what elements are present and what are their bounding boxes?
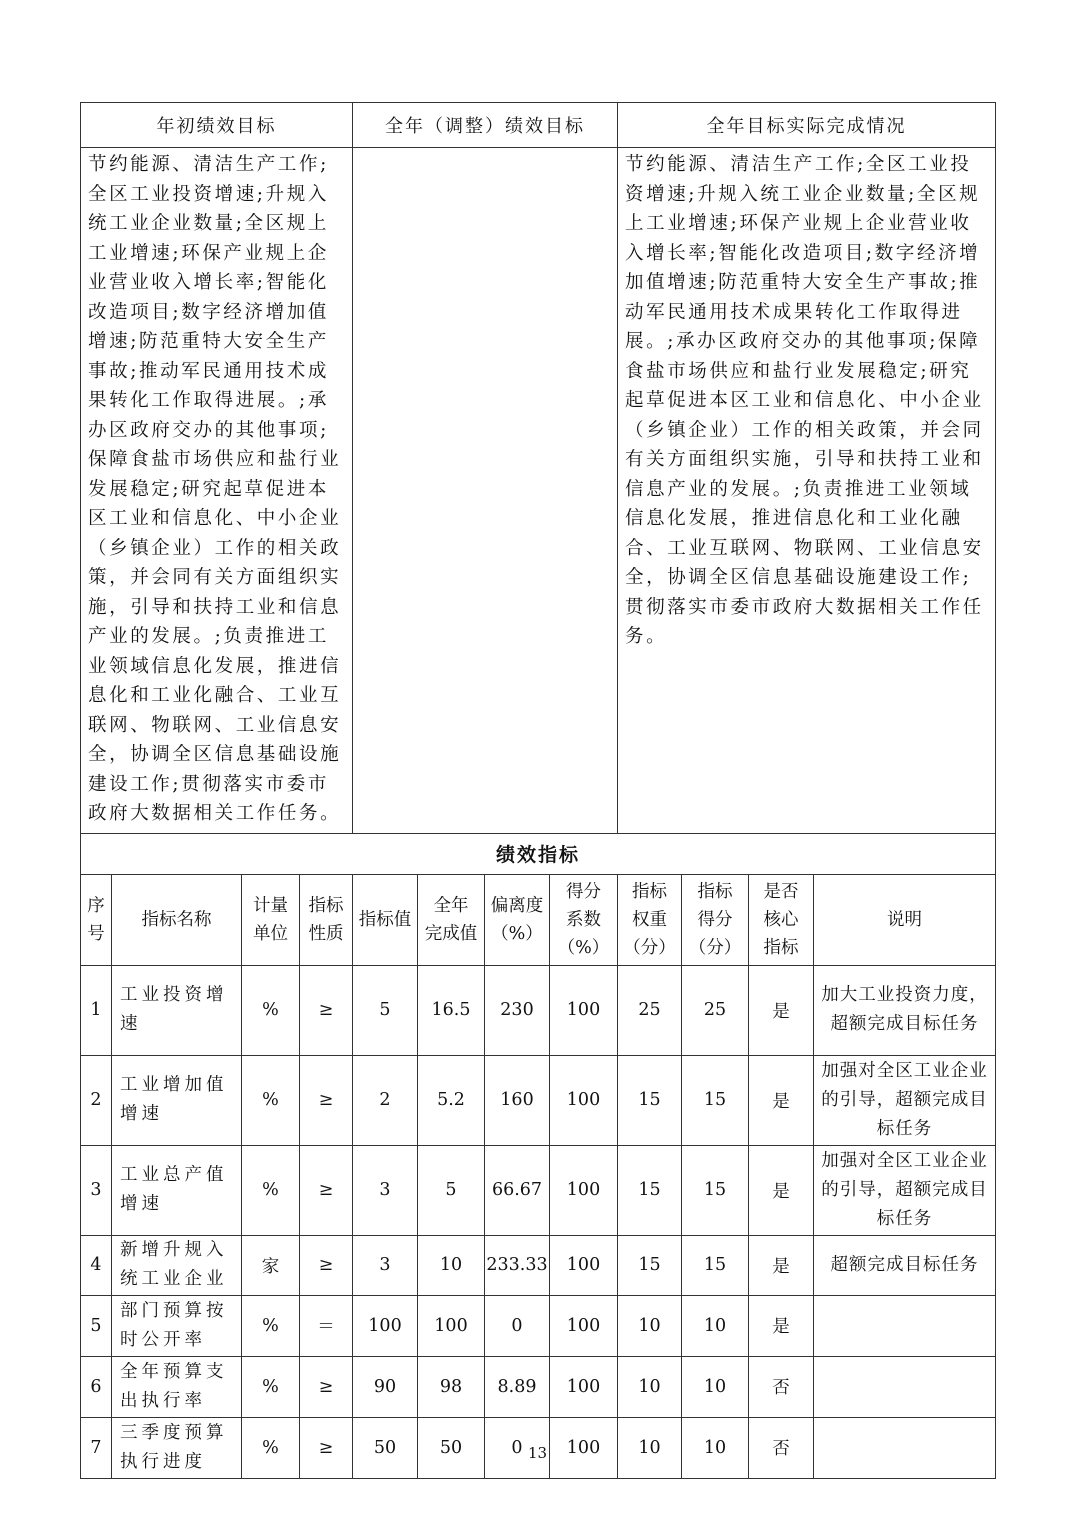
row-name: 工业投资增速 — [112, 965, 242, 1055]
row-actual: 50 — [418, 1417, 485, 1478]
row-core: 是 — [749, 1145, 814, 1235]
col-note: 说明 — [814, 874, 996, 965]
actual-completion-cell — [618, 148, 996, 834]
col-weight: 指标 权重 （分） — [618, 874, 682, 965]
adjusted-goal-text — [353, 148, 617, 154]
table-row — [81, 1295, 996, 1356]
row-seq: 5 — [81, 1295, 112, 1356]
row-unit: % — [242, 1295, 300, 1356]
perf-title-row — [81, 833, 996, 874]
row-score: 10 — [682, 1356, 749, 1417]
col-name: 指标名称 — [112, 874, 242, 965]
row-coefficient: 100 — [550, 1417, 618, 1478]
table-row — [81, 965, 996, 1055]
column-header-row — [81, 874, 996, 965]
row-core: 是 — [749, 1055, 814, 1145]
row-score: 15 — [682, 1235, 749, 1295]
row-deviation: 0 — [485, 1417, 550, 1478]
row-note: 加强对全区工业企业的引导，超额完成目标任务 — [814, 1055, 996, 1145]
row-name: 工业增加值增速 — [112, 1055, 242, 1145]
row-deviation: 160 — [485, 1055, 550, 1145]
row-score: 25 — [682, 965, 749, 1055]
header-adjusted-goal: 全年（调整）绩效目标 — [353, 103, 618, 148]
row-deviation: 233.33 — [485, 1235, 550, 1295]
row-deviation: 230 — [485, 965, 550, 1055]
performance-report-page — [80, 102, 995, 1479]
actual-completion-text: 节约能源、清洁生产工作;全区工业投资增速;升规入统工业企业数量;全区规上工业增速;环保产业规上企业营业收入增长率;智能化改造项目;数字经济增加值增速;防范重特大安全生产事故;推动军民通用技术成果转化工作取得进展。;承办区政府交办的其他事项;保障食盐市场供应和盐行业发展稳定;研究起草促进本区工业和信息化、中小企业（乡镇企业）工作的相关政策，并会同有关方面组织实施，引导和扶持工业和信息产业的发展。;负责推进工业领域信息化发展，推进信息化和工业化融合、工业互联网、物联网、工业信息安全，协调全区信息基础设施建设工作;贯彻落实市委市政府大数据相关工作任务。 — [625, 154, 984, 647]
col-score: 指标 得分 （分） — [682, 874, 749, 965]
row-nature: ≥ — [300, 1235, 353, 1295]
row-unit: % — [242, 1417, 300, 1478]
col-unit: 计量 单位 — [242, 874, 300, 965]
row-weight: 10 — [618, 1356, 682, 1417]
row-score: 15 — [682, 1145, 749, 1235]
row-core: 否 — [749, 1356, 814, 1417]
row-name: 工业总产值增速 — [112, 1145, 242, 1235]
row-coefficient: 100 — [550, 965, 618, 1055]
performance-table — [80, 102, 996, 1479]
row-note: 加大工业投资力度，超额完成目标任务 — [814, 965, 996, 1055]
row-actual: 100 — [418, 1295, 485, 1356]
row-coefficient: 100 — [550, 1356, 618, 1417]
row-nature: ≥ — [300, 965, 353, 1055]
initial-goal-cell — [81, 148, 353, 834]
row-weight: 25 — [618, 965, 682, 1055]
col-actual: 全年 完成值 — [418, 874, 485, 965]
row-nature: ≥ — [300, 1417, 353, 1478]
row-seq: 4 — [81, 1235, 112, 1295]
row-coefficient: 100 — [550, 1145, 618, 1235]
row-actual: 5.2 — [418, 1055, 485, 1145]
row-note: 加强对全区工业企业的引导，超额完成目标任务 — [814, 1145, 996, 1235]
row-target: 2 — [353, 1055, 418, 1145]
row-target: 5 — [353, 965, 418, 1055]
row-seq: 6 — [81, 1356, 112, 1417]
row-unit: % — [242, 1356, 300, 1417]
row-core: 否 — [749, 1417, 814, 1478]
row-core: 是 — [749, 965, 814, 1055]
row-nature: ＝ — [300, 1295, 353, 1356]
header-initial-goal: 年初绩效目标 — [81, 103, 353, 148]
row-core: 是 — [749, 1235, 814, 1295]
row-target: 90 — [353, 1356, 418, 1417]
row-seq: 3 — [81, 1145, 112, 1235]
row-note: 超额完成目标任务 — [814, 1235, 996, 1295]
row-weight: 10 — [618, 1417, 682, 1478]
table-row — [81, 1235, 996, 1295]
goal-content-row — [81, 148, 996, 834]
row-weight: 10 — [618, 1295, 682, 1356]
row-nature: ≥ — [300, 1145, 353, 1235]
row-nature: ≥ — [300, 1055, 353, 1145]
row-note — [814, 1356, 996, 1417]
row-target: 3 — [353, 1145, 418, 1235]
col-nature: 指标 性质 — [300, 874, 353, 965]
goal-header-row — [81, 103, 996, 148]
initial-goal-text: 节约能源、清洁生产工作;全区工业投资增速;升规入统工业企业数量;全区规上工业增速;环保产业规上企业营业收入增长率;智能化改造项目;数字经济增加值增速;防范重特大安全生产事故;推动军民通用技术成果转化工作取得进展。;承办区政府交办的其他事项;保障食盐市场供应和盐行业发展稳定;研究起草促进本区工业和信息化、中小企业（乡镇企业）工作的相关政策，并会同有关方面组织实施，引导和扶持工业和信息产业的发展。;负责推进工业领域信息化发展，推进信息化和工业化融合、工业互联网、物联网、工业信息安全，协调全区信息基础设施建设工作;贯彻落实市委市政府大数据相关工作任务。 — [88, 154, 342, 824]
row-unit: % — [242, 965, 300, 1055]
row-weight: 15 — [618, 1055, 682, 1145]
table-row — [81, 1055, 996, 1145]
row-weight: 15 — [618, 1145, 682, 1235]
col-deviation: 偏离度 （%） — [485, 874, 550, 965]
row-deviation: 8.89 — [485, 1356, 550, 1417]
row-seq: 2 — [81, 1055, 112, 1145]
row-nature: ≥ — [300, 1356, 353, 1417]
row-seq: 1 — [81, 965, 112, 1055]
row-actual: 16.5 — [418, 965, 485, 1055]
row-actual: 98 — [418, 1356, 485, 1417]
row-target: 100 — [353, 1295, 418, 1356]
row-target: 3 — [353, 1235, 418, 1295]
row-core: 是 — [749, 1295, 814, 1356]
table-row — [81, 1356, 996, 1417]
table-row — [81, 1145, 996, 1235]
page-number: 13 — [527, 1444, 548, 1462]
row-score: 15 — [682, 1055, 749, 1145]
row-seq: 7 — [81, 1417, 112, 1478]
row-actual: 5 — [418, 1145, 485, 1235]
row-deviation: 0 — [485, 1295, 550, 1356]
row-coefficient: 100 — [550, 1235, 618, 1295]
row-actual: 10 — [418, 1235, 485, 1295]
row-score: 10 — [682, 1417, 749, 1478]
row-note — [814, 1295, 996, 1356]
col-coefficient: 得分 系数 （%） — [550, 874, 618, 965]
row-coefficient: 100 — [550, 1055, 618, 1145]
adjusted-goal-cell — [353, 148, 618, 834]
col-target: 指标值 — [353, 874, 418, 965]
row-target: 50 — [353, 1417, 418, 1478]
row-name: 全年预算支出执行率 — [112, 1356, 242, 1417]
row-score: 10 — [682, 1295, 749, 1356]
header-actual-completion: 全年目标实际完成情况 — [618, 103, 996, 148]
row-coefficient: 100 — [550, 1295, 618, 1356]
row-unit: % — [242, 1055, 300, 1145]
row-name: 三季度预算执行进度 — [112, 1417, 242, 1478]
perf-title: 绩效指标 — [81, 833, 996, 874]
col-core: 是否 核心 指标 — [749, 874, 814, 965]
row-name: 部门预算按时公开率 — [112, 1295, 242, 1356]
row-unit: 家 — [242, 1235, 300, 1295]
col-seq: 序 号 — [81, 874, 112, 965]
row-weight: 15 — [618, 1235, 682, 1295]
row-name: 新增升规入统工业企业 — [112, 1235, 242, 1295]
row-deviation: 66.67 — [485, 1145, 550, 1235]
row-unit: % — [242, 1145, 300, 1235]
